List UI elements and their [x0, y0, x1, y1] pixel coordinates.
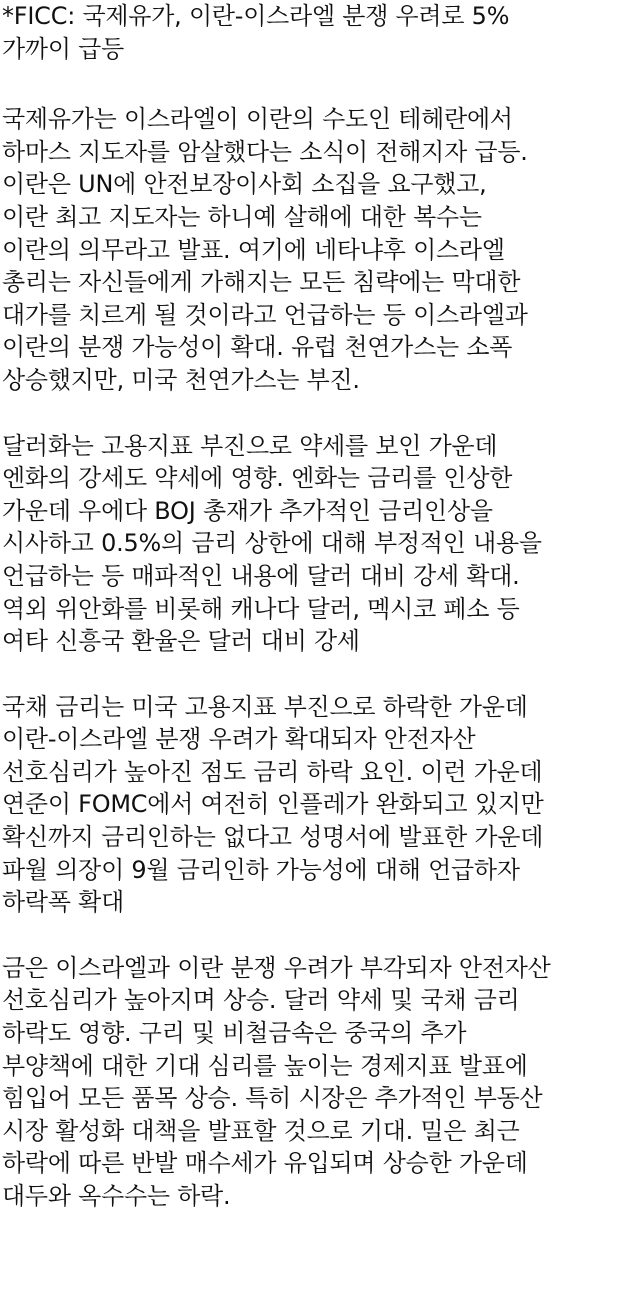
paragraph-fx: [2, 430, 638, 658]
text-line: 역외 위안화를 비롯해 캐나다 달러, 멕시코 페소 등: [2, 594, 520, 623]
text-line: 총리는 자신들에게 가해지는 모든 침략에는 막대한: [2, 268, 521, 297]
text-line: 부양책에 대한 기대 심리를 높이는 경제지표 발표에: [2, 1051, 528, 1080]
text-line: 하마스 지도자를 암살했다는 소식이 전해지자 급등.: [2, 137, 528, 166]
headline: [2, 0, 638, 65]
text-line: 엔화의 강세도 약세에 영향. 엔화는 금리를 인상한: [2, 464, 513, 493]
text-line: 금은 이스라엘과 이란 분쟁 우려가 부각되자 안전자산: [2, 953, 551, 982]
spacer: [2, 919, 638, 952]
text-line: 이란 최고 지도자는 하니예 살해에 대한 복수는: [2, 202, 482, 231]
text-line: 확신까지 금리인하는 없다고 성명서에 발표한 가운데: [2, 823, 544, 852]
text-line: 하락에 따른 반발 매수세가 유입되며 상승한 가운데: [2, 1149, 528, 1178]
text-line: 시사하고 0.5%의 금리 상한에 대해 부정적인 내용을: [2, 529, 542, 558]
spacer: [2, 65, 638, 103]
text-line: 언급하는 등 매파적인 내용에 달러 대비 강세 확대.: [2, 561, 520, 590]
paragraph-bonds: [2, 691, 638, 919]
text-line: 이란의 의무라고 발표. 여기에 네타냐후 이스라엘: [2, 235, 505, 264]
text-line: 상승했지만, 미국 천연가스는 부진.: [2, 365, 360, 394]
paragraph-commodities: [2, 952, 638, 1213]
headline-line: 가까이 급등: [2, 34, 124, 63]
text-line: 파월 의장이 9월 금리인하 가능성에 대해 언급하자: [2, 855, 520, 884]
text-line: 선호심리가 높아진 점도 금리 하락 요인. 이런 가운데: [2, 757, 543, 786]
document-body: [2, 0, 638, 1213]
text-line: 가운데 우에다 BOJ 총재가 추가적인 금리인상을: [2, 496, 493, 525]
text-line: 여타 신흥국 환율은 달러 대비 강세: [2, 627, 360, 656]
text-line: 이란-이스라엘 분쟁 우려가 확대되자 안전자산: [2, 725, 476, 754]
text-line: 시장 활성화 대책을 발표할 것으로 기대. 밀은 최근: [2, 1116, 520, 1145]
headline-line: *FICC: 국제유가, 이란-이스라엘 분쟁 우려로 5%: [2, 2, 510, 30]
text-line: 달러화는 고용지표 부진으로 약세를 보인 가운데: [2, 431, 498, 460]
spacer: [2, 658, 638, 691]
text-line: 국채 금리는 미국 고용지표 부진으로 하락한 가운데: [2, 692, 528, 721]
text-line: 힘입어 모든 품목 상승. 특히 시장은 추가적인 부동산: [2, 1084, 543, 1113]
text-line: 이란은 UN에 안전보장이사회 소집을 요구했고,: [2, 170, 487, 199]
text-line: 국제유가는 이스라엘이 이란의 수도인 테헤란에서: [2, 105, 513, 134]
spacer: [2, 397, 638, 430]
text-line: 이란의 분쟁 가능성이 확대. 유럽 천연가스는 소폭: [2, 333, 513, 362]
text-line: 연준이 FOMC에서 여전히 인플레가 완화되고 있지만: [2, 790, 544, 819]
text-line: 선호심리가 높아지며 상승. 달러 약세 및 국채 금리: [2, 986, 520, 1015]
text-line: 하락폭 확대: [2, 888, 124, 917]
text-line: 하락도 영향. 구리 및 비철금속은 중국의 추가: [2, 1019, 467, 1048]
text-line: 대가를 치르게 될 것이라고 언급하는 등 이스라엘과: [2, 300, 528, 329]
paragraph-oil: [2, 103, 638, 396]
text-line: 대두와 옥수수는 하락.: [2, 1182, 231, 1210]
